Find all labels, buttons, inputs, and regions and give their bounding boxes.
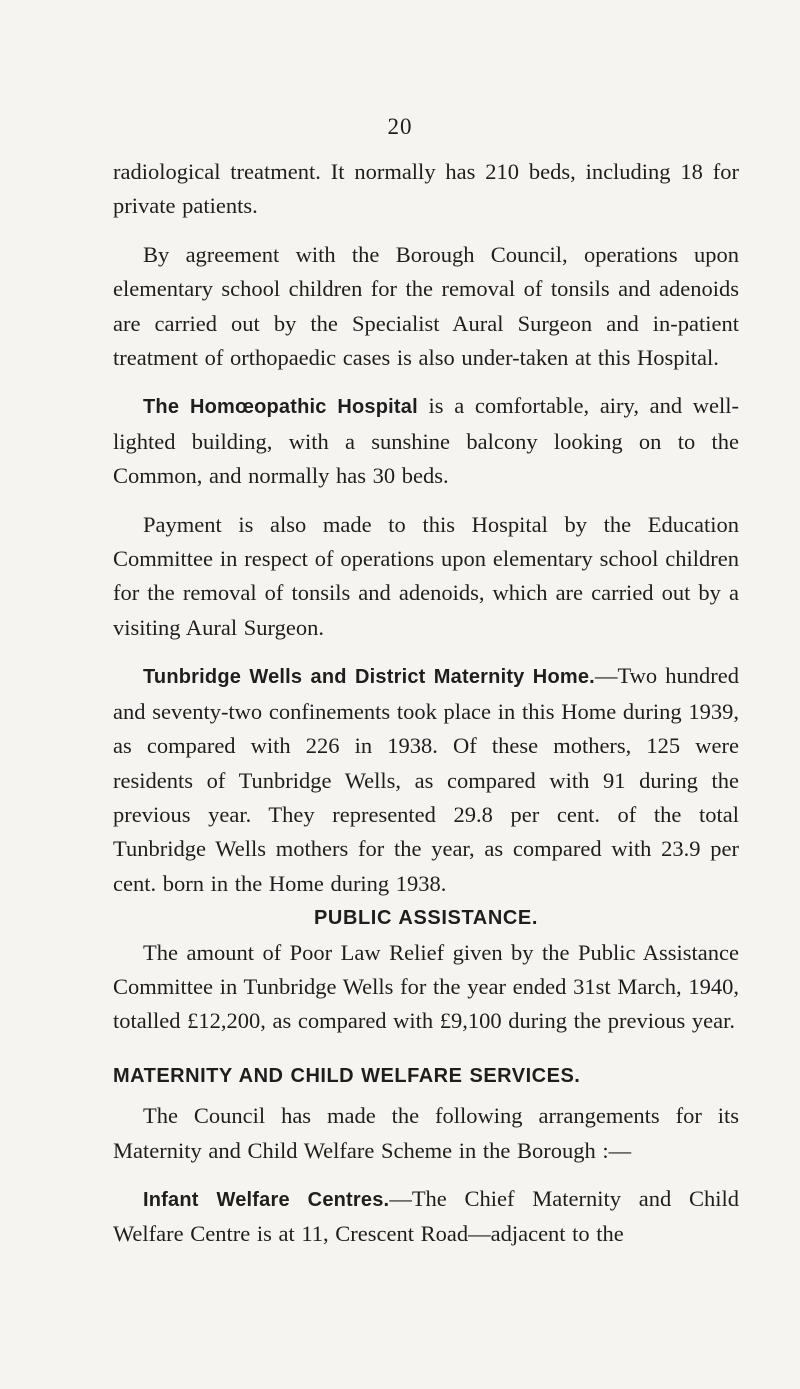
run-in-heading: Tunbridge Wells and District Maternity Home. xyxy=(143,666,595,689)
paragraph-council-arrangements xyxy=(113,1099,739,1168)
paragraph-text: radiological treatment. It normally has 210 beds, including 18 for private patients. xyxy=(113,159,739,219)
paragraph-text: The amount of Poor Law Relief given by the Public Assistance Committee in Tunbridge Wells for the year ended 31st March, 1940, totalled £12,200, as compared with £9,100 during the previous year. xyxy=(113,939,739,1034)
paragraph-maternity-home xyxy=(113,659,739,901)
paragraph-poor-law-relief xyxy=(113,936,739,1039)
paragraph-infant-welfare-centres xyxy=(113,1182,739,1252)
section-heading-maternity-child-welfare: MATERNITY AND CHILD WELFARE SERVICES. xyxy=(113,1064,581,1087)
paragraph-text: The Council has made the following arrangements for its Maternity and Child Welfare Scheme in the Borough :— xyxy=(113,1103,739,1163)
paragraph-payment xyxy=(113,508,739,646)
paragraph-text: —The Chief Maternity and Child Welfare Centre is at 11, Crescent Road—adjacent to the xyxy=(113,1185,739,1247)
paragraph-borough-agreement xyxy=(113,238,739,376)
run-in-heading: Infant Welfare Centres. xyxy=(143,1188,390,1211)
paragraph-text: —Two hundred and seventy-two confinements took place in this Home during 1939, as compared with 226 in 1938. Of these mothers, 125 were residents of Tunbridge Wells, as compared with 91 during the previous year. They represented 29.8 per cent. of the total Tunbridge Wells mothers for the year, as compared with 23.9 per cent. born in the Home during 1938. xyxy=(113,663,740,896)
run-in-heading: The Homœopathic Hospital xyxy=(143,396,418,419)
paragraph-text: By agreement with the Borough Council, operations upon elementary school children for the removal of tonsils and adenoids are carried out by the Specialist Aural Surgeon and in-patient treatment of orthopaedic cases is also under-taken at this Hospital. xyxy=(113,241,739,371)
page-number: 20 xyxy=(387,114,413,139)
paragraph-text: Payment is also made to this Hospital by the Education Committee in respect of operations upon elementary school children for the removal of tonsils and adenoids, which are carried out by a visiting Aural Surgeon. xyxy=(113,511,739,640)
paragraph-radiological xyxy=(113,155,739,224)
section-heading-public-assistance: PUBLIC ASSISTANCE. xyxy=(313,907,539,930)
page-body xyxy=(113,155,739,1252)
paragraph-text: is a comfortable, airy, and well-lighted building, with a sunshine balcony looking on to the Common, and normally has 30 beds. xyxy=(113,393,739,489)
paragraph-homoeopathic-hospital xyxy=(113,389,739,493)
